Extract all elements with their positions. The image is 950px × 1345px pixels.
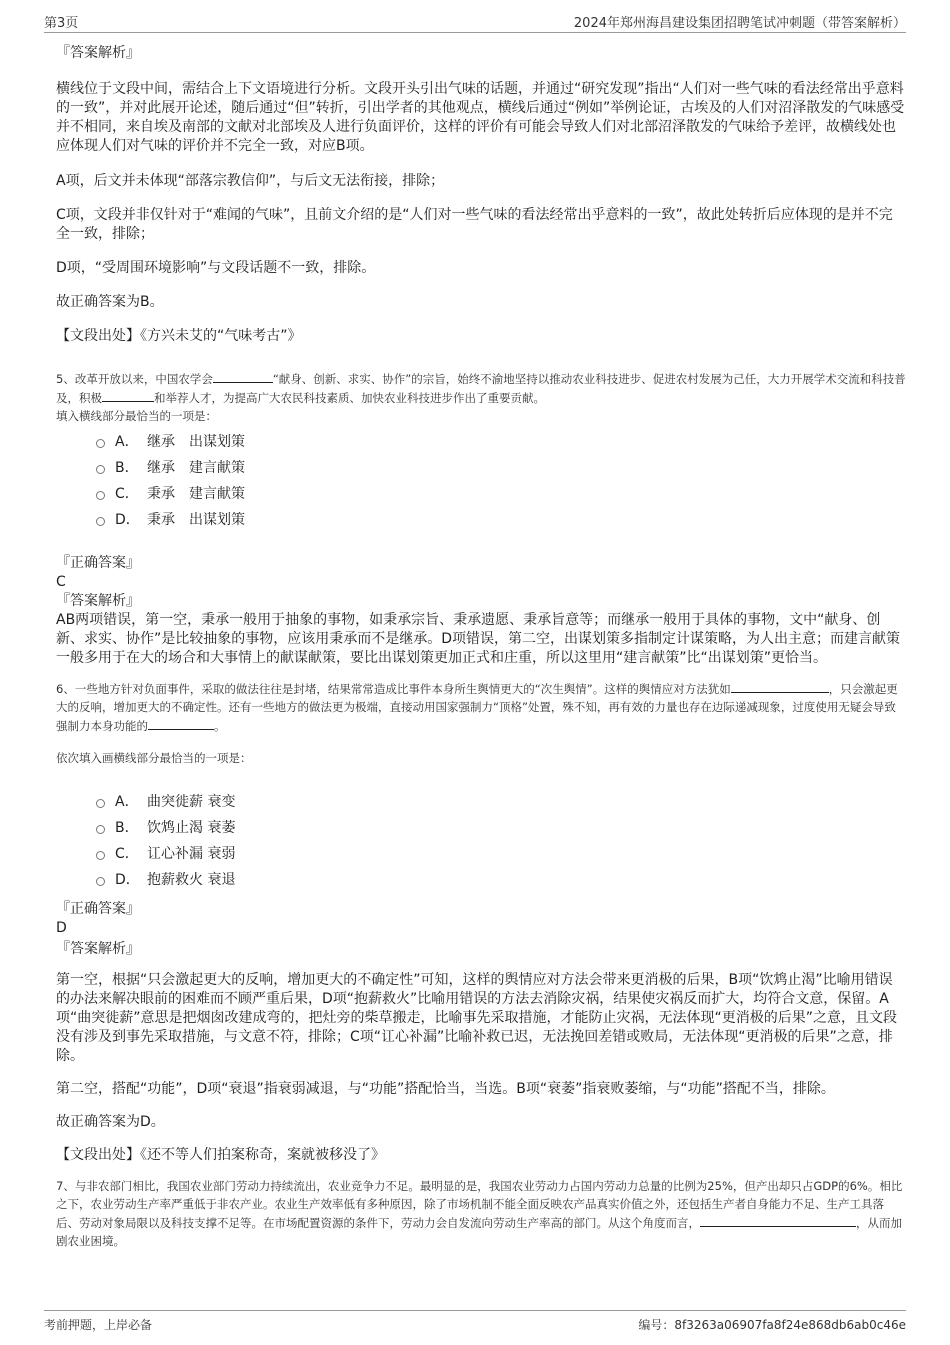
q5-option-a[interactable]: A． 继承 出谋划策: [56, 428, 906, 454]
q4-conclusion: 故正确答案为B。: [56, 294, 164, 310]
q6-option-d[interactable]: D． 抱薪救火 衰退: [56, 866, 906, 892]
page-content: [56, 44, 906, 1251]
q6-analysis-2: 第二空，搭配“功能”，D项“衰退”指衰弱减退，与“功能”搭配恰当，当选。B项“衰萎”指衰败萎缩，与“功能”搭配不当，排除。: [56, 1080, 835, 1097]
radio-icon[interactable]: [96, 851, 105, 860]
q5-prompt: 填入横线部分最恰当的一项是：: [56, 409, 217, 423]
q5-answer: C: [56, 573, 66, 590]
q5-option-d[interactable]: D． 秉承 出谋划策: [56, 506, 906, 532]
q5-options: [56, 428, 906, 532]
q5-blank-1: [213, 370, 273, 383]
radio-icon[interactable]: [96, 799, 105, 808]
q5-stem: 5、改革开放以来，中国农学会 “献身、创新、求实、协作”的宗旨，始终不渝地坚持以推动农业科技进步、促进农村发展为己任，大力开展学术交流和科技普及，积极 和举荐人才，为提高广大农民科技素质、加快农业科技进步作出了重要贡献。: [56, 372, 906, 405]
q4-source: 【文段出处】《方兴未艾的“气味考古”》: [56, 328, 302, 344]
q6-answer-label: 『正确答案』: [56, 900, 140, 917]
q6-prompt: 依次填入画横线部分最恰当的一项是：: [56, 751, 252, 765]
q6-stem: 6、一些地方针对负面事件，采取的做法往往是封堵，结果常常造成比事件本身所生舆情更大的“次生舆情”。这样的舆情应对方法犹如 ，只会激起更大的反响，增加更大的不确定性。还有一些地方的做法更为极端，直接动用国家强制力“顶格”处置，殊不知，再有效的力量也存在边际递减现象，过度使用无疑会导致强制力本身功能的 。: [56, 681, 898, 733]
q6-answer: D: [56, 919, 67, 936]
footer-slogan: 考前押题，上岸必备: [44, 1318, 153, 1332]
q6-blank-1: [731, 680, 829, 693]
q7-stem: 7、与非农部门相比，我国农业部门劳动力持续流出，农业竞争力不足。最明显的是，我国农业劳动力占国内劳动力总量的比例为25%，但产出却只占GDP的6%。相比之下，农业劳动生产率严重低于非农产业。农业生产效率低有多种原因，除了市场机制不能全面反映农产品真实价值之外，还包括生产者自身能力不足、生产工具落后、劳动对象局限以及科技支撑不足等。在市场配置资源的条件下，劳动力会自发流向劳动生产率高的部门。从这个角度而言， ，从而加剧农业困境。: [56, 1178, 903, 1248]
q5-analysis: AB两项错误，第一空，秉承一般用于抽象的事物，如秉承宗旨、秉承遗愿、秉承旨意等；而继承一般用于具体的事物，文中“献身、创新、求实、协作”是比较抽象的事物，应该用秉承而不是继承。D项错误，第二空，出谋划策多指制定计谋策略，为人出主意；而建言献策一般多用于在大的场合和大事情上的献谋献策，要比出谋划策更加正式和庄重，所以这里用“建言献策”比“出谋划策”更恰当。: [56, 611, 901, 666]
q5-analysis-label: 『答案解析』: [56, 592, 140, 609]
radio-icon[interactable]: [96, 825, 105, 834]
q6-option-b[interactable]: B． 饮鸩止渴 衰萎: [56, 814, 906, 840]
radio-icon[interactable]: [96, 465, 105, 474]
q6-option-a[interactable]: A． 曲突徙薪 衰变: [56, 788, 906, 814]
page-number: 第3页: [44, 15, 79, 31]
radio-icon[interactable]: [96, 439, 105, 448]
q5-blank-2: [102, 389, 154, 402]
q4-analysis: 横线位于文段中间，需结合上下文语境进行分析。文段开头引出气味的话题，并通过“研究发现”指出“人们对一些气味的看法经常出乎意料的一致”，并对此展开论述，随后通过“但”转折，引出学者的其他观点，横线后通过“例如”举例论证，古埃及的人们对沼泽散发的气味感受并不相同，来自埃及南部的文献对北部埃及人进行负面评价，这样的评价有可能会导致人们对北部沼泽散发的气味给予差评，故横线处也应体现人们对气味的评价并不完全一致，对应B项。: [56, 81, 905, 154]
q6-blank-2: [148, 717, 214, 730]
q5-answer-label: 『正确答案』: [56, 554, 140, 571]
q6-source: 【文段出处】《还不等人们拍案称奇，案就被移没了》: [56, 1146, 385, 1163]
radio-icon[interactable]: [96, 877, 105, 886]
radio-icon[interactable]: [96, 491, 105, 500]
document-code: 编号：8f3263a06907fa8f24e868db6ab0c46e: [638, 1318, 906, 1332]
document-title: 2024年郑州海昌建设集团招聘笔试冲刺题（带答案解析）: [573, 15, 906, 31]
radio-icon[interactable]: [96, 517, 105, 526]
q4-option-d-note: D项，“受周围环境影响”与文段话题不一致，排除。: [56, 260, 376, 276]
q6-options: [56, 788, 906, 892]
q5-option-b[interactable]: B． 继承 建言献策: [56, 454, 906, 480]
q6-conclusion: 故正确答案为D。: [56, 1113, 165, 1130]
page-header: [44, 10, 906, 33]
q4-option-c-note: C项，文段并非仅针对于“难闻的气味”，且前文介绍的是“人们对一些气味的看法经常出乎意料的一致”，故此处转折后应体现的是并不完全一致，排除；: [56, 207, 893, 242]
q6-analysis-label: 『答案解析』: [56, 940, 140, 957]
q6-analysis-1: 第一空，根据“只会激起更大的反响，增加更大的不确定性”可知，这样的舆情应对方法会带来更消极的后果，B项“饮鸩止渴”比喻用错误的办法来解决眼前的困难而不顾严重后果，D项“抱薪救火”比喻用错误的方法去消除灾祸，结果使灾祸反而扩大，均符合文意，保留。A项“曲突徙薪”意思是把烟囱改建成弯的，把灶旁的柴草搬走，比喻事先采取措施，才能防止灾祸，无法体现“更消极的后果”之意，且文段没有涉及到事先采取措施，与文意不符，排除；C项“讧心补漏”比喻补救已迟，无法挽回差错或败局，无法体现“更消极的后果”之意，排除。: [56, 971, 898, 1064]
page-footer: [44, 1310, 906, 1333]
q6-option-c[interactable]: C． 讧心补漏 衰弱: [56, 840, 906, 866]
q7-blank: [700, 1214, 856, 1227]
q5-option-c[interactable]: C． 秉承 建言献策: [56, 480, 906, 506]
q4-analysis-label: 『答案解析』: [56, 45, 140, 61]
q4-option-a-note: A项，后文并未体现“部落宗教信仰”，与后文无法衔接，排除；: [56, 173, 445, 189]
